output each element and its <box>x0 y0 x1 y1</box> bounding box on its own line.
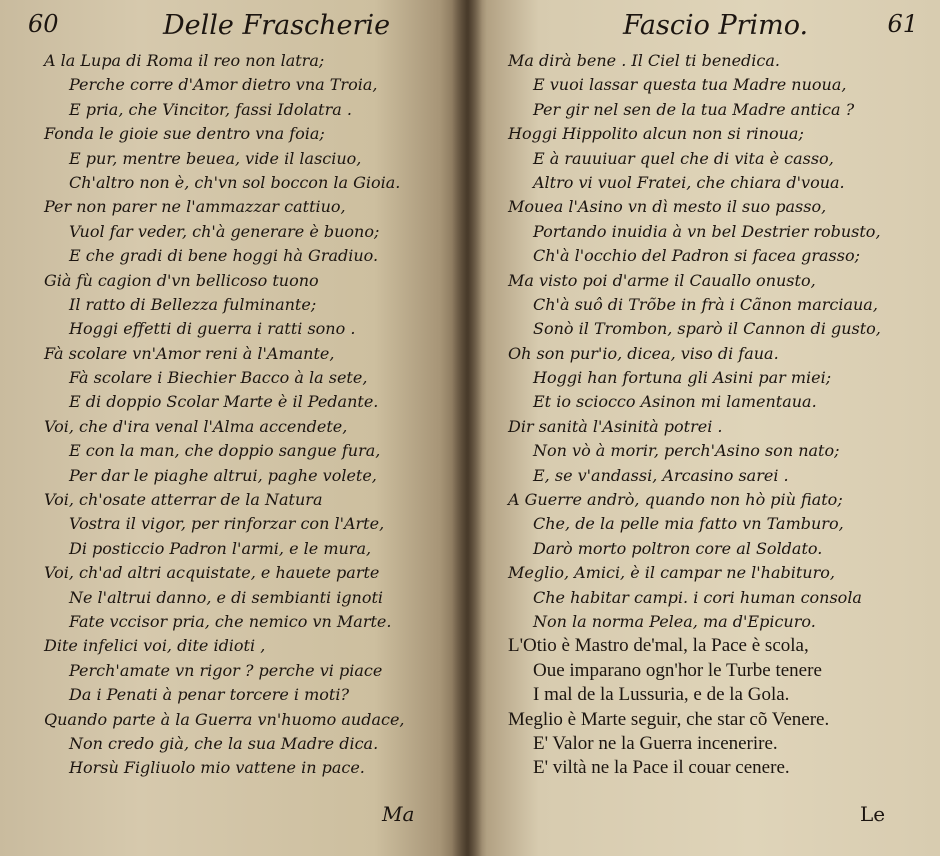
verse-line: Non la norma Pelea, ma d'Epicuro. <box>533 611 816 631</box>
verse-line: Fate vccisor pria, che nemico vn Marte. <box>69 611 392 631</box>
verse-line: E' viltà ne la Pace il couar cenere. <box>533 757 790 779</box>
left-page-header <box>28 10 438 40</box>
verse-line: Ma dirà bene . Il Ciel ti benedica. <box>508 51 780 70</box>
verse-line: Per non parer ne l'ammazzar cattiuo, <box>44 197 346 217</box>
verse-line: Hoggi han fortuna gli Asini par miei; <box>533 368 832 388</box>
verse-line: Hoggi effetti di guerra i ratti sono . <box>69 319 356 339</box>
verse-line: Perch'amate vn rigor ? perche vi piace <box>69 660 383 680</box>
verse-line: Che habitar campi. i cori human consola <box>533 587 862 607</box>
verse-line: Altro vi vuol Fratei, che chiara d'voua. <box>533 172 845 192</box>
catchword: Le <box>860 802 886 826</box>
verse-line: E con la man, che doppio sangue fura, <box>69 441 381 461</box>
verse-line: E' Valor ne la Guerra incenerire. <box>533 732 778 754</box>
verse-line: Quando parte à la Guerra vn'huomo audace, <box>44 709 405 729</box>
verse-line: Portando inuidia à vn bel Destrier robusto, <box>533 221 881 241</box>
verse-line: E vuoi lassar questa tua Madre nuoua, <box>533 75 847 95</box>
page-number: 60 <box>28 10 59 38</box>
verse-line: Horsù Figliuolo mio vattene in pace. <box>69 758 365 778</box>
running-title: Fascio Primo. <box>623 10 809 41</box>
verse-line: Oh son pur'io, dicea, viso di faua. <box>508 343 779 363</box>
running-title: Delle Frascherie <box>163 10 391 41</box>
page-number: 61 <box>887 10 918 38</box>
verse-line: I mal de la Lussuria, e de la Gola. <box>533 684 790 706</box>
verse-line: E che gradi di bene hoggi hà Gradiuo. <box>69 246 379 266</box>
verse-line: Vuol far veder, ch'à generare è buono; <box>69 221 380 241</box>
verse-line: Dite infelici voi, dite idioti , <box>44 636 266 656</box>
verse-line: Voi, ch'osate atterrar de la Natura <box>44 490 323 510</box>
verse-line: E pur, mentre beuea, vide il lasciuo, <box>69 148 362 168</box>
verse-line: E, se v'andassi, Arcasino sarei . <box>533 465 789 485</box>
verse-line: E di doppio Scolar Marte è il Pedante. <box>69 392 379 412</box>
verse-line: Ch'à l'occhio del Padron si facea grasso; <box>533 246 860 266</box>
verse-line: Il ratto di Bellezza fulminante; <box>69 294 317 314</box>
verse-line: Meglio è Marte seguir, che star cõ Venere. <box>508 708 830 730</box>
verse-line: Vostra il vigor, per rinforzar con l'Arte, <box>69 514 385 534</box>
verse-line: Perche corre d'Amor dietro vna Troia, <box>69 75 378 95</box>
verse-line: Fà scolare i Biechier Bacco à la sete, <box>69 368 368 388</box>
verse-line: Per dar le piaghe altrui, paghe volete, <box>69 465 377 485</box>
verse-line: Non vò à morir, perch'Asino son nato; <box>533 441 840 461</box>
left-page <box>0 0 468 856</box>
verse-line: Oue imparano ogn'hor le Turbe tenere <box>533 659 822 681</box>
verse-line: Voi, che d'ira venal l'Alma accendete, <box>44 416 348 436</box>
verse-line: Dir sanità l'Asinità potrei . <box>508 416 723 436</box>
verse-line: E à rauuiuar quel che di vita è casso, <box>533 148 834 168</box>
verse-line: Fà scolare vn'Amor reni à l'Amante, <box>44 343 335 363</box>
verse-line: Ch'à suô di Trõbe in frà i Cãnon marciaua, <box>533 294 878 314</box>
book-gutter <box>452 0 482 856</box>
verse-line: Da i Penati à penar torcere i moti? <box>69 685 350 705</box>
verse-line: A la Lupa di Roma il reo non latra; <box>44 51 325 70</box>
verse-line: Meglio, Amici, è il campar ne l'habituro, <box>508 563 835 583</box>
right-page <box>468 0 940 856</box>
verse-line: Ma visto poi d'arme il Cauallo onusto, <box>508 270 816 290</box>
right-page-header <box>478 10 918 40</box>
verse-line: A Guerre andrò, quando non hò più fiato; <box>508 490 843 510</box>
verse-line: Ch'altro non è, ch'vn sol boccon la Gioia. <box>69 172 401 192</box>
verse-line: Che, de la pelle mia fatto vn Tamburo, <box>533 514 844 534</box>
verse-line: Darò morto poltron core al Soldato. <box>533 538 823 558</box>
verse-line: Mouea l'Asino vn dì mesto il suo passo, <box>508 197 827 217</box>
verse-line: Non credo già, che la sua Madre dica. <box>69 733 379 753</box>
verse-line: L'Otio è Mastro de'mal, la Pace è scola, <box>508 635 809 657</box>
catchword: Ma <box>382 802 415 826</box>
left-page-text <box>44 49 405 781</box>
verse-line: Voi, ch'ad altri acquistate, e hauete parte <box>44 563 380 583</box>
verse-line: Et io sciocco Asinon mi lamentaua. <box>533 392 817 412</box>
verse-line: Già fù cagion d'vn bellicoso tuono <box>44 270 319 290</box>
verse-line: E pria, che Vincitor, fassi Idolatra . <box>69 99 352 119</box>
verse-line: Per gir nel sen de la tua Madre antica ? <box>533 99 855 119</box>
right-page-text <box>508 49 881 781</box>
verse-line: Hoggi Hippolito alcun non si rinoua; <box>508 124 804 144</box>
verse-line: Ne l'altrui danno, e di sembianti ignoti <box>69 587 384 607</box>
verse-line: Fonda le gioie sue dentro vna foia; <box>44 124 325 144</box>
verse-line: Sonò il Trombon, sparò il Cannon di gusto, <box>533 319 881 339</box>
verse-line: Di posticcio Padron l'armi, e le mura, <box>69 538 372 558</box>
